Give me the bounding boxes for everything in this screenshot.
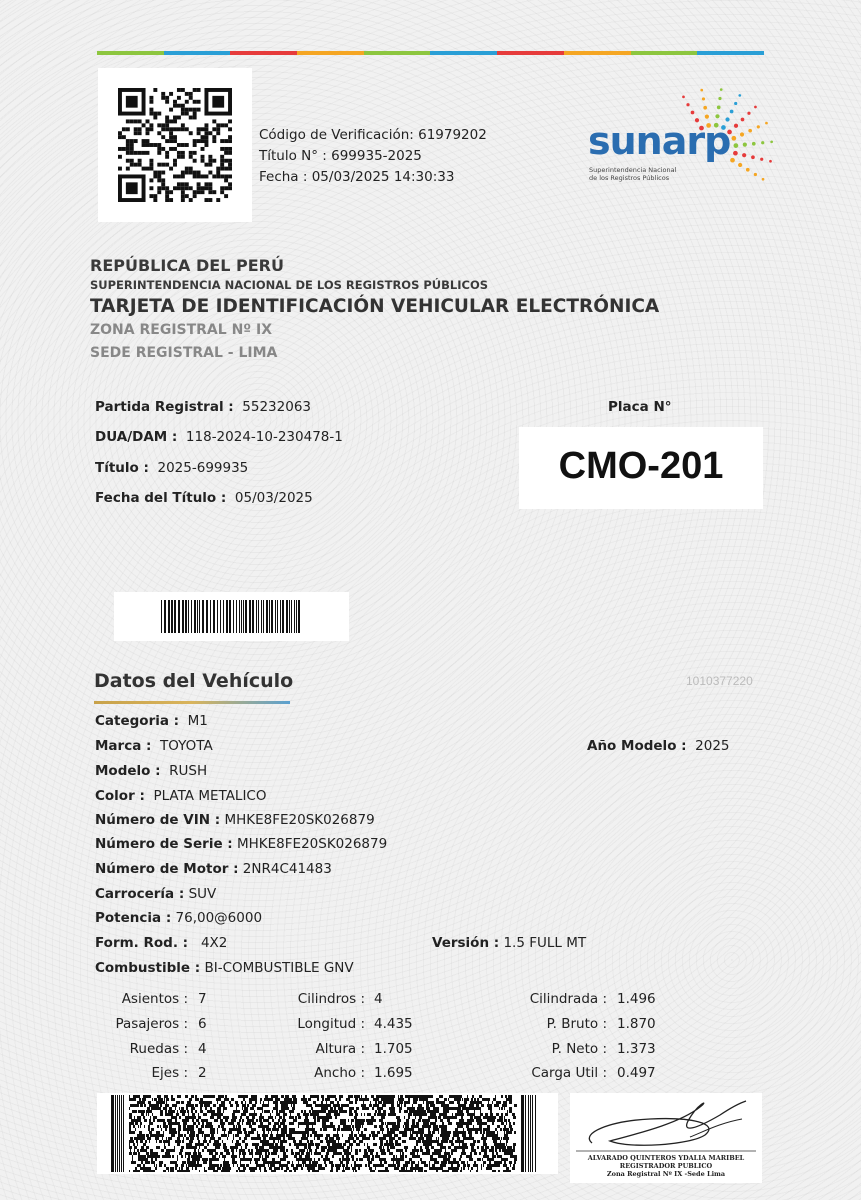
field-label: Número de Serie : <box>95 836 233 852</box>
serie-value: MHKE8FE20SK026879 <box>237 836 388 852</box>
ejes-value: 2 <box>198 1065 207 1081</box>
motor-row <box>95 861 332 877</box>
formrod-value: 4X2 <box>200 935 228 951</box>
section-underline <box>94 701 290 704</box>
field-label: Potencia : <box>95 910 172 926</box>
top-color-line <box>97 51 764 55</box>
cilindros-value: 4 <box>374 991 383 1007</box>
logo-subtitle-line1: Superintendencia Nacional <box>589 166 677 174</box>
field-label: Año Modelo : <box>587 738 687 754</box>
verification-code: Código de Verificación: 61979202 <box>259 127 487 143</box>
field-label: Carrocería : <box>95 886 185 902</box>
signature-caption <box>574 1154 758 1178</box>
field-label: Número de Motor : <box>95 861 239 877</box>
titulo-value: 2025-699935 <box>157 460 249 476</box>
formrod-row <box>95 935 227 951</box>
signature-block <box>570 1093 762 1183</box>
top-line-segment <box>430 51 497 55</box>
partida-value: 55232063 <box>242 399 311 415</box>
altura-label: Altura : <box>315 1041 365 1057</box>
potencia-value: 76,00@6000 <box>175 910 263 926</box>
cilindrada-value: 1.496 <box>617 991 656 1007</box>
top-line-segment <box>164 51 231 55</box>
signer-role: REGISTRADOR PUBLICO <box>619 1162 713 1170</box>
potencia-row <box>95 910 262 926</box>
field-label: Form. Rod. : <box>95 935 189 951</box>
verification-title-number: Título N° : 699935-2025 <box>259 148 422 164</box>
pdf417-barcode <box>97 1093 558 1174</box>
color-row <box>95 788 267 804</box>
qr-code-icon <box>118 88 232 202</box>
ruedas-value: 4 <box>198 1041 207 1057</box>
top-line-segment <box>97 51 164 55</box>
vin-row <box>95 812 375 828</box>
verification-block <box>259 125 487 188</box>
field-label: Número de VIN : <box>95 812 221 828</box>
top-line-segment <box>364 51 431 55</box>
signature-icon <box>570 1093 762 1155</box>
qr-code <box>98 68 252 222</box>
ancho-label: Ancho : <box>314 1065 365 1081</box>
field-label: Categoria : <box>95 713 180 729</box>
document-title: TARJETA DE IDENTIFICACIÓN VEHICULAR ELECTRÓNICA <box>90 296 660 317</box>
version-row <box>432 935 586 951</box>
top-line-segment <box>497 51 564 55</box>
logo-word: sunarp <box>588 119 731 163</box>
placa-value: CMO-201 <box>558 445 724 487</box>
dua-row <box>95 429 343 445</box>
fecha-titulo-row <box>95 490 313 506</box>
sede-registral: SEDE REGISTRAL - LIMA <box>90 345 278 361</box>
ancho-value: 1.695 <box>374 1065 413 1081</box>
anio-value: 2025 <box>695 738 730 754</box>
field-label: Combustible : <box>95 960 201 976</box>
cilindrada-label: Cilindrada : <box>529 991 607 1007</box>
vin-value: MHKE8FE20SK026879 <box>224 812 375 828</box>
fecha-titulo-value: 05/03/2025 <box>234 490 313 506</box>
country-heading: REPÚBLICA DEL PERÚ <box>90 256 284 275</box>
document-number: 1010377220 <box>686 674 753 688</box>
signer-zone: Zona Registral Nº IX -Sede Lima <box>606 1170 726 1178</box>
top-line-segment <box>297 51 364 55</box>
categoria-row <box>95 713 208 729</box>
motor-value: 2NR4C41483 <box>242 861 332 877</box>
combustible-value: BI-COMBUSTIBLE GNV <box>204 960 354 976</box>
serie-row <box>95 836 387 852</box>
small-barcode <box>114 592 349 641</box>
section-title: Datos del Vehículo <box>94 670 294 692</box>
pneto-label: P. Neto : <box>551 1041 607 1057</box>
logo-subtitle <box>589 166 699 182</box>
barcode-icon <box>161 600 303 633</box>
categoria-value: M1 <box>187 713 208 729</box>
color-value: PLATA METALICO <box>153 788 267 804</box>
carga-value: 0.497 <box>617 1065 656 1081</box>
pasajeros-value: 6 <box>198 1016 207 1032</box>
marca-value: TOYOTA <box>160 738 213 754</box>
asientos-label: Asientos : <box>121 991 188 1007</box>
ruedas-label: Ruedas : <box>129 1041 188 1057</box>
field-label: DUA/DAM : <box>95 429 178 445</box>
carroceria-value: SUV <box>188 886 217 902</box>
logo-subtitle-line2: de los Registros Públicos <box>589 174 670 182</box>
pbruto-label: P. Bruto : <box>546 1016 607 1032</box>
agency-heading: SUPERINTENDENCIA NACIONAL DE LOS REGISTROS PÚBLICOS <box>90 278 489 292</box>
marca-row <box>95 738 213 754</box>
field-label: Marca : <box>95 738 152 754</box>
pdf417-barcode-icon <box>111 1095 544 1172</box>
modelo-row <box>95 763 207 779</box>
carroceria-row <box>95 886 216 902</box>
signer-name: ALVARADO QUINTEROS YDALIA MARIBEL <box>587 1154 745 1162</box>
placa-box <box>519 427 763 509</box>
top-line-segment <box>631 51 698 55</box>
placa-label: Placa N° <box>608 399 672 415</box>
carga-label: Carga Util : <box>531 1065 607 1081</box>
partida-row <box>95 399 311 415</box>
verification-date: Fecha : 05/03/2025 14:30:33 <box>259 169 455 185</box>
field-label: Modelo : <box>95 763 161 779</box>
sunarp-logo <box>585 86 780 196</box>
anio-row <box>587 738 730 754</box>
field-label: Fecha del Título : <box>95 490 227 506</box>
longitud-value: 4.435 <box>374 1016 413 1032</box>
field-label: Partida Registral : <box>95 399 234 415</box>
longitud-label: Longitud : <box>297 1016 365 1032</box>
titulo-row <box>95 460 248 476</box>
top-line-segment <box>230 51 297 55</box>
top-line-segment <box>564 51 631 55</box>
combustible-row <box>95 960 354 976</box>
modelo-value: RUSH <box>169 763 208 779</box>
cilindros-label: Cilindros : <box>297 991 365 1007</box>
zona-registral: ZONA REGISTRAL Nº IX <box>90 322 273 338</box>
field-label: Título : <box>95 460 149 476</box>
field-label: Versión : <box>432 935 500 951</box>
pneto-value: 1.373 <box>617 1041 656 1057</box>
field-label: Color : <box>95 788 145 804</box>
dua-value: 118-2024-10-230478-1 <box>185 429 343 445</box>
ejes-label: Ejes : <box>151 1065 188 1081</box>
asientos-value: 7 <box>198 991 207 1007</box>
top-line-segment <box>697 51 764 55</box>
pasajeros-label: Pasajeros : <box>115 1016 188 1032</box>
altura-value: 1.705 <box>374 1041 413 1057</box>
pbruto-value: 1.870 <box>617 1016 656 1032</box>
version-value: 1.5 FULL MT <box>503 935 587 951</box>
